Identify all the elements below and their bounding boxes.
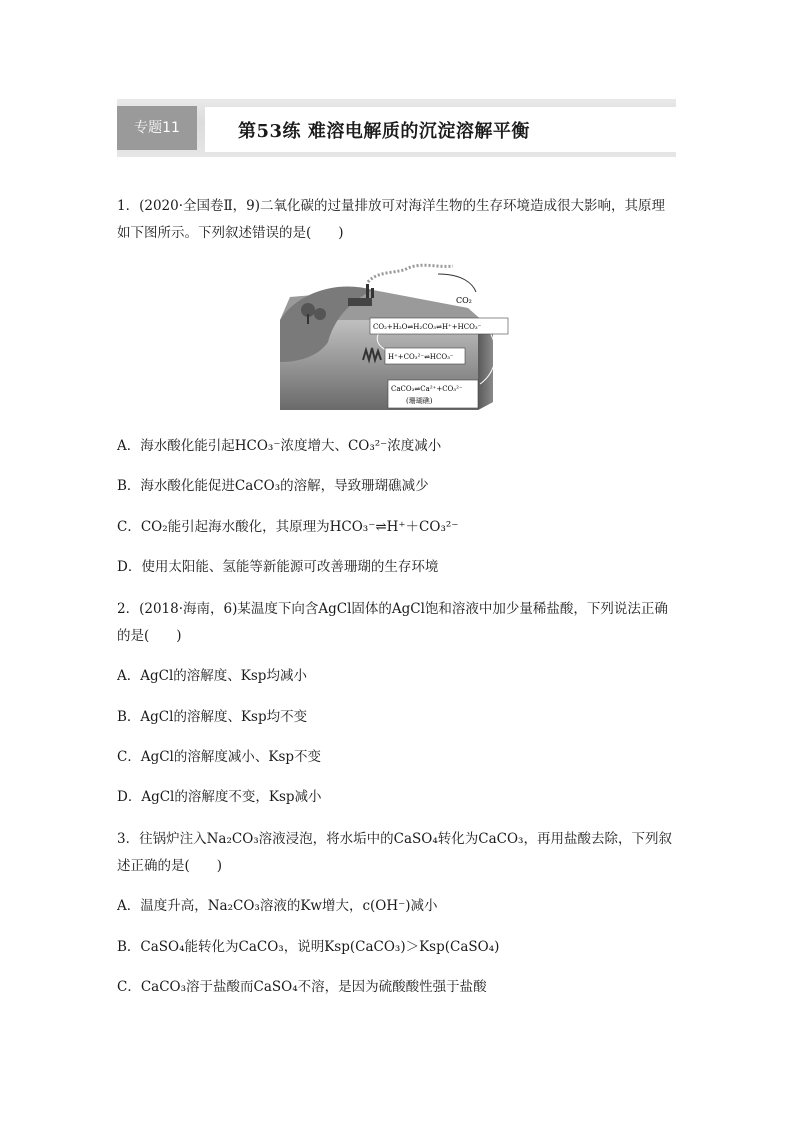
equation-1: CO₂+H₂O⇌H₂CO₃⇌H⁺+HCO₃⁻ <box>373 323 482 331</box>
topic-tag: 专题11 <box>117 106 197 150</box>
q3-option-a: A．温度升高，Na₂CO₃溶液的Kw增大，c(OH⁻)减小 <box>117 898 438 914</box>
q2-option-a: A．AgCl的溶解度、Ksp均减小 <box>117 668 307 684</box>
chimney <box>366 284 369 298</box>
q2-stem-line2: 的是( ) <box>117 628 182 644</box>
q3-option-c: C．CaCO₃溶于盐酸而CaSO₄不溶，是因为硫酸酸性强于盐酸 <box>117 979 487 995</box>
q2-option-d: D．AgCl的溶解度不变，Ksp减小 <box>117 789 322 805</box>
q3-stem-line2: 述正确的是( ) <box>117 858 223 874</box>
q3-stem-line1: 3．往锅炉注入Na₂CO₃溶液浸泡，将水垢中的CaSO₄转化为CaCO₃，再用盐酸去除，下列叙 <box>117 831 672 847</box>
equation-3: CaCO₃⇌Ca²⁺+CO₃²⁻ <box>391 385 463 393</box>
factory <box>348 298 372 306</box>
q2-stem-line1: 2．(2018·海南，6)某温度下向含AgCl固体的AgCl饱和溶液中加少量稀盐酸，下列说法正确 <box>117 601 668 617</box>
page-title: 第53练 难溶电解质的沉淀溶解平衡 <box>238 121 530 142</box>
q1-option-c: C．CO₂能引起海水酸化，其原理为HCO₃⁻⇌H⁺＋CO₃²⁻ <box>117 519 459 535</box>
q1-option-a: A．海水酸化能引起HCO₃⁻浓度增大、CO₃²⁻浓度减小 <box>117 438 442 454</box>
q1-stem-line1: 1．(2020·全国卷Ⅱ，9)二氧化碳的过量排放可对海洋生物的生存环境造成很大影响，其原理 <box>117 198 666 214</box>
ocean-co2-diagram <box>278 262 518 412</box>
tree-trunk <box>307 314 309 324</box>
co2-arrow <box>438 274 476 292</box>
q1-option-b: B．海水酸化能促进CaCO₃的溶解，导致珊瑚礁减少 <box>117 478 429 494</box>
q2-option-c: C．AgCl的溶解度减小、Ksp不变 <box>117 749 322 765</box>
q1-stem-line2: 如下图所示。下列叙述错误的是( ) <box>117 225 344 241</box>
tree-icon <box>314 308 326 320</box>
q3-option-b: B．CaSO₄能转化为CaCO₃，说明Ksp(CaCO₃)＞Ksp(CaSO₄) <box>117 939 500 955</box>
co2-label: CO₂ <box>456 296 472 305</box>
q2-option-b: B．AgCl的溶解度、Ksp均不变 <box>117 709 308 725</box>
side-face <box>478 330 493 410</box>
equation-2: H⁺+CO₃²⁻⇌HCO₃⁻ <box>388 353 454 361</box>
chimney <box>371 288 374 298</box>
q1-option-d: D．使用太阳能、氢能等新能源可改善珊瑚的生存环境 <box>117 559 439 575</box>
coral-label: (珊瑚礁) <box>406 397 433 405</box>
